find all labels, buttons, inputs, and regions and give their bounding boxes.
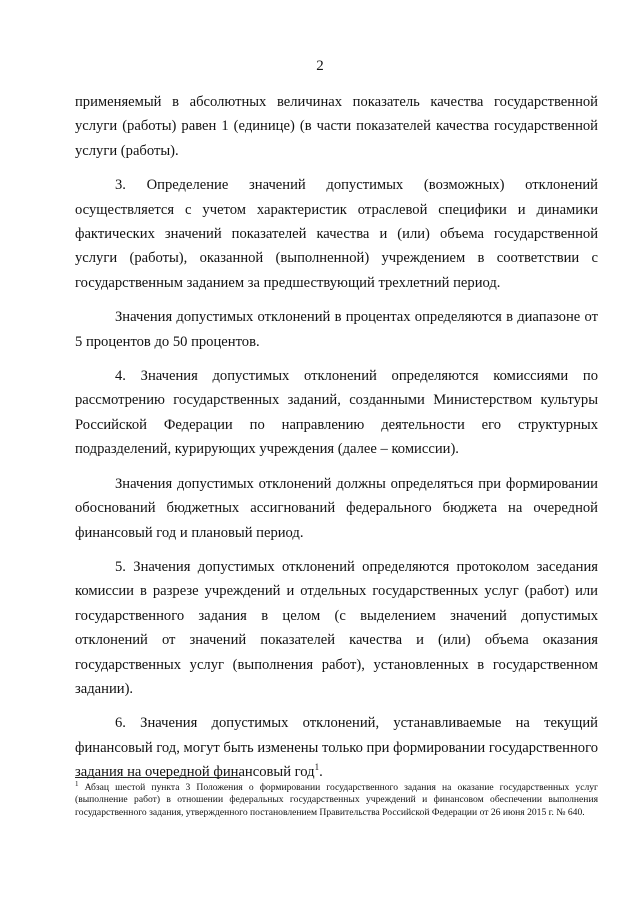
paragraph-item-4-timing: Значения допустимых отклонений должны определяться при формировании обоснований бюджетных ассигнований федерального бюджета на очередной финансовый год и плановый период. xyxy=(75,475,598,541)
footnote-text: Абзац шестой пункта 3 Положения о формировании государственного задания на оказание государственных услуг (выполнение работ) в отношении федеральных государственных учреждений и финансовом обеспечении выполнения государственного задания, утвержденного постановлением Правительства Российской Федерации от 26 июня 2015 г. № 640. xyxy=(75,782,598,818)
footnote-reference[interactable]: 1 xyxy=(314,762,320,773)
paragraph-item-3: 3. Определение значений допустимых (возможных) отклонений осуществляется с учетом характеристик отраслевой специфики и динамики фактических значений показателей качества и (или) объема государственной услуги (работы), оказанной (выполненной) учреждением в соответствии с государственным заданием за предшествующий трехлетний период. xyxy=(75,177,598,291)
paragraph-item-5: 5. Значения допустимых отклонений определяются протоколом заседания комиссии в разрезе учреждений и отдельных государственных услуг (работ) или государственного задания в целом (с выделением значений допустимых отклонений от значений показателей качества и (или) объема оказания государственных услуг (выполнения работ), установленных в государственном задании). xyxy=(75,558,598,697)
paragraph-item-6-text: 6. Значения допустимых отклонений, устанавливаемые на текущий финансовый год, могут быть изменены только при формировании государственного задания на очередной финансовый год xyxy=(75,715,598,781)
footnote xyxy=(75,779,598,819)
footnote-marker: 1 xyxy=(75,779,79,788)
paragraph-item-3-range: Значения допустимых отклонений в процентах определяются в диапазоне от 5 процентов до 50 процентов. xyxy=(75,309,598,350)
paragraph-continuation: применяемый в абсолютных величинах показатель качества государственной услуги (работы) равен 1 (единице) (в части показателей качества государственной услуги (работы). xyxy=(75,94,598,159)
paragraph-item-4: 4. Значения допустимых отклонений определяются комиссиями по рассмотрению государственных заданий, созданными Министерством культуры Российской Федерации по направлению деятельности его структурных подразделений, курирующих учреждения (далее – комиссии). xyxy=(75,368,598,458)
paragraph-item-6 xyxy=(75,711,598,784)
paragraph-item-6-tail: . xyxy=(319,764,323,781)
document-body xyxy=(75,90,598,795)
footnote-divider xyxy=(75,777,240,778)
page-number: 2 xyxy=(316,58,324,74)
